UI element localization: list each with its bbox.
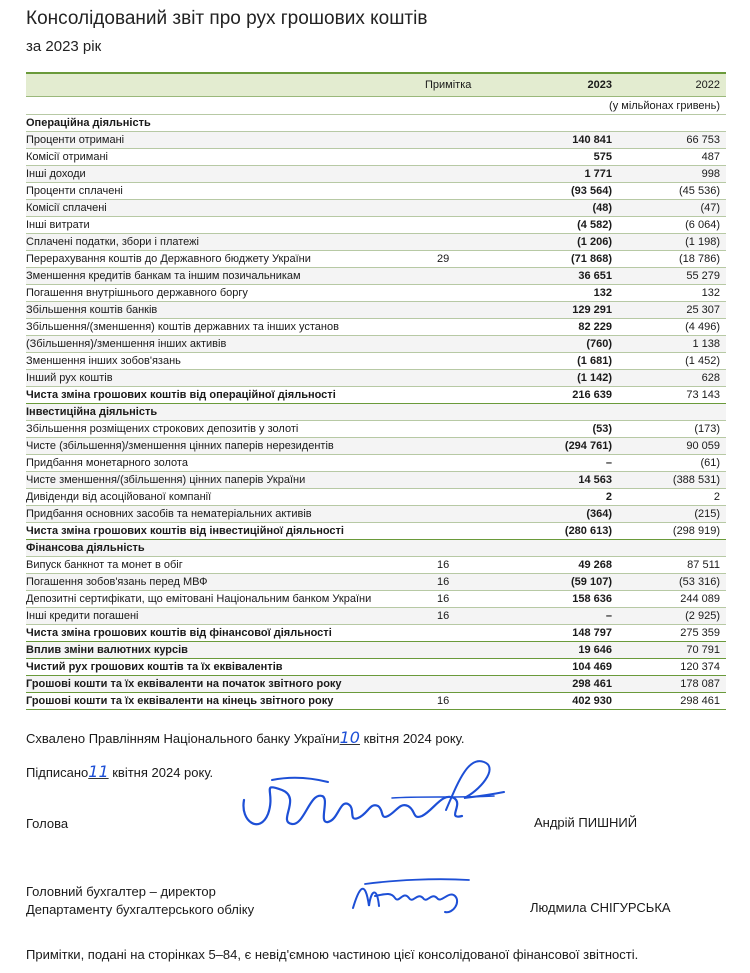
row-value-2023: (364) bbox=[586, 508, 612, 520]
row-label: Комісії отримані bbox=[26, 151, 108, 163]
table-row bbox=[26, 557, 726, 574]
row-value-2023: (4 582) bbox=[577, 219, 612, 231]
table-header bbox=[26, 72, 726, 97]
row-label: Інвестиційна діяльність bbox=[26, 406, 158, 418]
row-value-2023: (760) bbox=[586, 338, 612, 350]
row-value-2022: 66 753 bbox=[686, 134, 720, 146]
row-label: Чиста зміна грошових коштів від фінансової діяльності bbox=[26, 627, 332, 639]
table-row bbox=[26, 132, 726, 149]
head-name: Андрій ПИШНИЙ bbox=[534, 815, 638, 830]
approval-suffix: квітня 2024 року. bbox=[359, 731, 465, 746]
table-row bbox=[26, 268, 726, 285]
table-row bbox=[26, 421, 726, 438]
row-value-2022: 244 089 bbox=[680, 593, 720, 605]
row-label: Інші кредити погашені bbox=[26, 610, 139, 622]
accountant-title-line2: Департаменту бухгалтерського обліку bbox=[26, 902, 255, 917]
table-row bbox=[26, 183, 726, 200]
total-row bbox=[26, 659, 726, 676]
accountant-title-line1: Головний бухгалтер – директор bbox=[26, 884, 216, 899]
table-row bbox=[26, 353, 726, 370]
total-row bbox=[26, 625, 726, 642]
row-value-2023: – bbox=[605, 610, 612, 622]
page-subtitle: за 2023 рік bbox=[26, 38, 102, 55]
row-value-2022: (6 064) bbox=[685, 219, 720, 231]
table-row bbox=[26, 302, 726, 319]
accountant-signature bbox=[345, 868, 475, 918]
row-label: Перерахування коштів до Державного бюджету України bbox=[26, 253, 311, 265]
table-row bbox=[26, 200, 726, 217]
table-row bbox=[26, 472, 726, 489]
row-label: Грошові кошти та їх еквіваленти на початок звітного року bbox=[26, 678, 342, 690]
row-label: Збільшення коштів банків bbox=[26, 304, 158, 316]
row-value-2023: (1 206) bbox=[577, 236, 612, 248]
row-value-2022: 90 059 bbox=[686, 440, 720, 452]
row-label: Фінансова діяльність bbox=[26, 542, 145, 554]
row-value-2023: (48) bbox=[592, 202, 612, 214]
page-title: Консолідований звіт про рух грошових коштів bbox=[26, 8, 428, 29]
row-label: Операційна діяльність bbox=[26, 117, 151, 129]
row-value-2022: (2 925) bbox=[685, 610, 720, 622]
row-value-2022: (1 198) bbox=[685, 236, 720, 248]
table-row bbox=[26, 319, 726, 336]
row-label: Проценти отримані bbox=[26, 134, 125, 146]
signed-line bbox=[26, 762, 213, 781]
notes-statement: Примітки, подані на сторінках 5–84, є невід'ємною частиною цієї консолідованої фінансової звітності. bbox=[26, 947, 639, 962]
row-value-2023: 104 469 bbox=[572, 661, 612, 673]
row-value-2023: 36 651 bbox=[578, 270, 612, 282]
row-label: Грошові кошти та їх еквіваленти на кінець звітного року bbox=[26, 695, 334, 707]
row-value-2022: 178 087 bbox=[680, 678, 720, 690]
row-value-2022: 73 143 bbox=[686, 389, 720, 401]
row-value-2023: (1 681) bbox=[577, 355, 612, 367]
header-note: Примітка bbox=[425, 79, 472, 91]
row-value-2023: 19 646 bbox=[578, 644, 612, 656]
table-body bbox=[26, 115, 726, 710]
signed-day: 11 bbox=[88, 762, 109, 781]
row-value-2022: (53 316) bbox=[679, 576, 720, 588]
row-value-2023: 158 636 bbox=[572, 593, 612, 605]
row-value-2023: 132 bbox=[593, 287, 612, 299]
approval-line bbox=[26, 728, 464, 747]
row-value-2023: 298 461 bbox=[572, 678, 612, 690]
row-label: Придбання монетарного золота bbox=[26, 457, 188, 469]
table-row bbox=[26, 166, 726, 183]
row-value-2022: (47) bbox=[700, 202, 720, 214]
row-value-2022: 487 bbox=[701, 151, 720, 163]
row-label: Збільшення/(зменшення) коштів державних та інших установ bbox=[26, 321, 339, 333]
row-value-2022: (215) bbox=[694, 508, 720, 520]
total-row bbox=[26, 693, 726, 710]
table-row bbox=[26, 217, 726, 234]
row-value-2023: (71 868) bbox=[571, 253, 612, 265]
row-label: Інші доходи bbox=[26, 168, 86, 180]
row-note: 16 bbox=[437, 610, 450, 622]
row-label: (Збільшення)/зменшення інших активів bbox=[26, 338, 227, 350]
row-value-2023: 575 bbox=[593, 151, 612, 163]
signed-prefix: Підписано bbox=[26, 765, 89, 780]
row-label: Збільшення розміщених строкових депозитів у золоті bbox=[26, 423, 299, 435]
row-label: Проценти сплачені bbox=[26, 185, 123, 197]
row-label: Вплив зміни валютних курсів bbox=[26, 644, 188, 656]
row-value-2023: 49 268 bbox=[578, 559, 612, 571]
row-value-2023: 129 291 bbox=[572, 304, 612, 316]
row-label: Чиста зміна грошових коштів від інвестиційної діяльності bbox=[26, 525, 344, 537]
table-row bbox=[26, 285, 726, 302]
head-title: Голова bbox=[26, 816, 69, 831]
row-value-2023: 148 797 bbox=[572, 627, 612, 639]
row-value-2023: 2 bbox=[605, 491, 612, 503]
table-row bbox=[26, 251, 726, 268]
total-row bbox=[26, 387, 726, 404]
row-value-2022: 998 bbox=[701, 168, 720, 180]
header-2023: 2023 bbox=[587, 79, 612, 91]
total-row bbox=[26, 642, 726, 659]
section-row bbox=[26, 540, 726, 557]
section-row bbox=[26, 115, 726, 132]
row-value-2022: (45 536) bbox=[679, 185, 720, 197]
units-row bbox=[26, 97, 726, 115]
table-row bbox=[26, 336, 726, 353]
row-value-2022: 298 461 bbox=[680, 695, 720, 707]
row-value-2022: 70 791 bbox=[686, 644, 720, 656]
row-label: Чисте зменшення/(збільшення) цінних паперів України bbox=[26, 474, 306, 486]
row-label: Погашення внутрішнього державного боргу bbox=[26, 287, 248, 299]
row-value-2022: (4 496) bbox=[685, 321, 720, 333]
row-note: 16 bbox=[437, 695, 450, 707]
row-value-2023: (53) bbox=[592, 423, 612, 435]
table-row bbox=[26, 234, 726, 251]
row-value-2023: 402 930 bbox=[572, 695, 612, 707]
row-value-2022: (61) bbox=[700, 457, 720, 469]
row-value-2022: 55 279 bbox=[686, 270, 720, 282]
total-row bbox=[26, 676, 726, 693]
row-label: Сплачені податки, збори і платежі bbox=[26, 236, 199, 248]
table-row bbox=[26, 506, 726, 523]
units-label: (у мільйонах гривень) bbox=[609, 100, 720, 112]
table-row bbox=[26, 489, 726, 506]
table-row bbox=[26, 574, 726, 591]
row-value-2022: 1 138 bbox=[692, 338, 720, 350]
row-label: Інші витрати bbox=[26, 219, 90, 231]
row-value-2023: (294 761) bbox=[564, 440, 612, 452]
row-label: Чиста зміна грошових коштів від операційної діяльності bbox=[26, 389, 336, 401]
row-label: Погашення зобов'язань перед МВФ bbox=[26, 576, 208, 588]
table-row bbox=[26, 438, 726, 455]
row-value-2022: (298 919) bbox=[672, 525, 720, 537]
approval-prefix: Схвалено Правлінням Національного банку України bbox=[26, 731, 340, 746]
table-row bbox=[26, 455, 726, 472]
table-row bbox=[26, 591, 726, 608]
row-note: 16 bbox=[437, 576, 450, 588]
row-label: Комісії сплачені bbox=[26, 202, 107, 214]
row-value-2022: 87 511 bbox=[687, 559, 720, 571]
row-value-2022: (173) bbox=[694, 423, 720, 435]
row-label: Інший рух коштів bbox=[26, 372, 113, 384]
row-value-2023: 1 771 bbox=[584, 168, 612, 180]
table-row bbox=[26, 608, 726, 625]
total-row bbox=[26, 523, 726, 540]
row-value-2022: 2 bbox=[713, 491, 720, 503]
section-row bbox=[26, 404, 726, 421]
row-value-2023: – bbox=[605, 457, 612, 469]
row-value-2023: 216 639 bbox=[572, 389, 612, 401]
row-value-2022: 132 bbox=[701, 287, 720, 299]
row-value-2023: 14 563 bbox=[578, 474, 612, 486]
row-value-2022: (388 531) bbox=[672, 474, 720, 486]
row-value-2022: 275 359 bbox=[680, 627, 720, 639]
table-row bbox=[26, 149, 726, 166]
row-value-2022: 120 374 bbox=[680, 661, 720, 673]
row-label: Зменшення кредитів банкам та іншим позичальникам bbox=[26, 270, 301, 282]
row-value-2022: 25 307 bbox=[686, 304, 720, 316]
row-label: Депозитні сертифікати, що емітовані Національним банком України bbox=[26, 593, 372, 605]
cash-flow-table bbox=[26, 72, 726, 710]
row-value-2023: 140 841 bbox=[572, 134, 612, 146]
row-value-2023: (1 142) bbox=[577, 372, 612, 384]
head-signature bbox=[232, 752, 507, 842]
row-value-2023: 82 229 bbox=[578, 321, 612, 333]
row-value-2023: (280 613) bbox=[564, 525, 612, 537]
row-note: 29 bbox=[437, 253, 450, 265]
table-row bbox=[26, 370, 726, 387]
row-label: Дивіденди від асоційованої компанії bbox=[26, 491, 212, 503]
accountant-name: Людмила СНІГУРСЬКА bbox=[530, 900, 671, 915]
row-label: Випуск банкнот та монет в обіг bbox=[26, 559, 183, 571]
row-value-2022: (18 786) bbox=[679, 253, 720, 265]
row-value-2022: (1 452) bbox=[685, 355, 720, 367]
approval-day: 10 bbox=[339, 728, 360, 747]
row-label: Чисте (збільшення)/зменшення цінних паперів нерезидентів bbox=[26, 440, 334, 452]
row-note: 16 bbox=[437, 593, 450, 605]
row-label: Чистий рух грошових коштів та їх еквівалентів bbox=[26, 661, 283, 673]
row-label: Зменшення інших зобов'язань bbox=[26, 355, 181, 367]
signed-suffix: квітня 2024 року. bbox=[108, 765, 214, 780]
row-value-2022: 628 bbox=[701, 372, 720, 384]
row-value-2023: (59 107) bbox=[571, 576, 612, 588]
row-note: 16 bbox=[437, 559, 450, 571]
row-label: Придбання основних засобів та нематеріальних активів bbox=[26, 508, 312, 520]
row-value-2023: (93 564) bbox=[571, 185, 612, 197]
header-2022: 2022 bbox=[695, 79, 720, 91]
